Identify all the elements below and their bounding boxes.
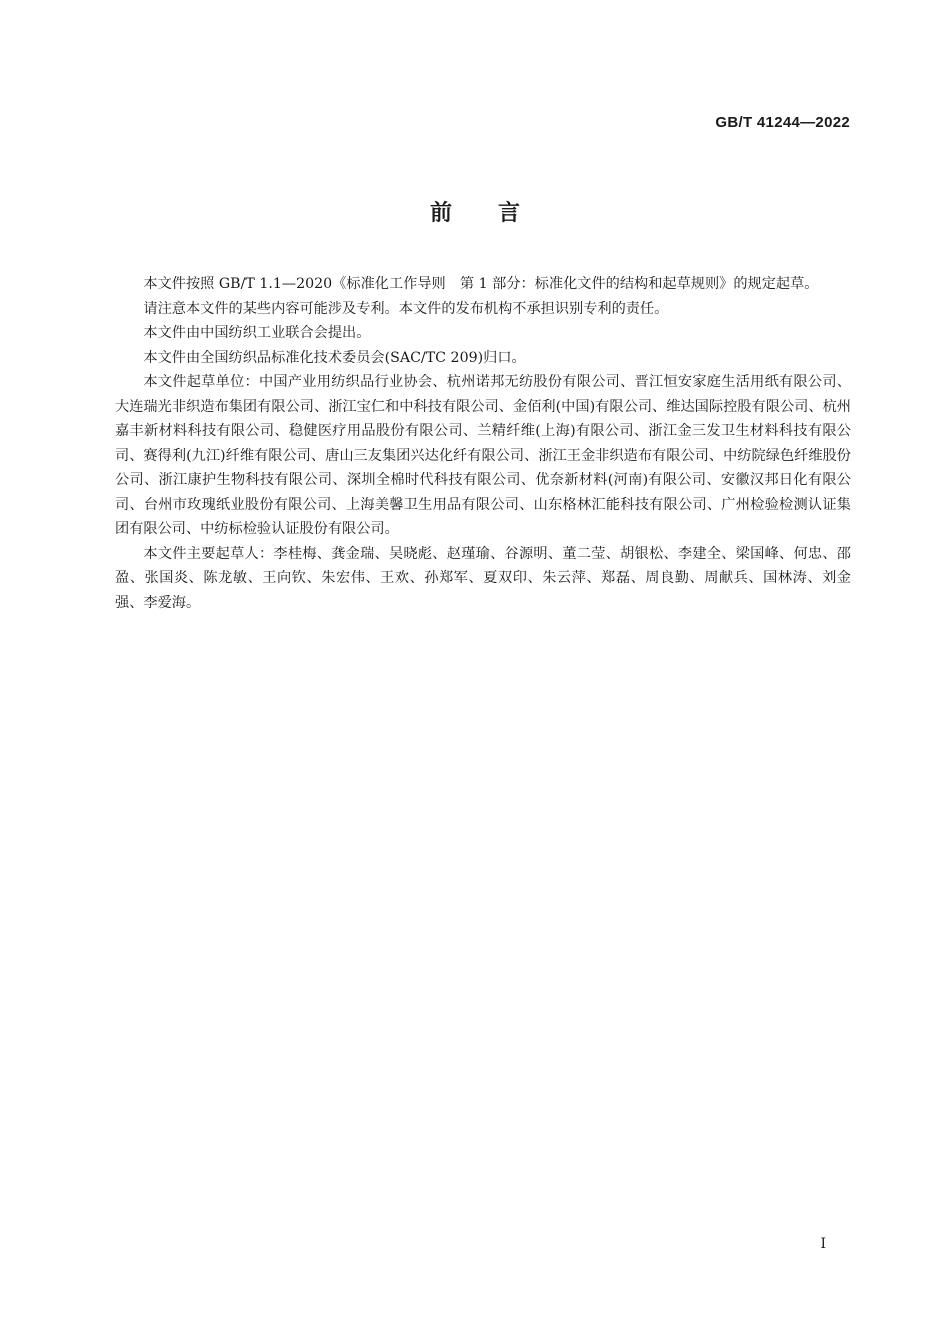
paragraph-main-drafters: 本文件主要起草人：李桂梅、龚金瑞、吴晓彪、赵瑾瑜、谷源明、董二莹、胡银松、李建全、梁国峰、何忠、邵盈、张国炎、陈龙敏、王向钦、朱宏伟、王欢、孙郑军、夏双印、朱云萍、郑磊、周良勤、周献兵、国林涛、刘金强、李爱海。: [115, 545, 851, 611]
paragraph-under-jurisdiction: 本文件由全国纺织品标准化技术委员会(SAC/TC 209)归口。: [143, 349, 526, 366]
paragraph-drafting-rules: 本文件按照 GB/T 1.1—2020《标准化工作导则 第 1 部分：标准化文件的结构和起草规则》的规定起草。: [143, 276, 819, 292]
page-title: 前言: [429, 201, 566, 226]
paragraph-patent-notice: 请注意本文件的某些内容可能涉及专利。本文件的发布机构不承担识别专利的责任。: [143, 300, 669, 317]
paragraph-drafting-organizations: 本文件起草单位：中国产业用纺织品行业协会、杭州诺邦无纺股份有限公司、晋江恒安家庭生活用纸有限公司、大连瑞光非织造布集团有限公司、浙江宝仁和中科技有限公司、金佰利(中国)有限公司、维达国际控股有限公司、杭州嘉丰新材料科技有限公司、稳健医疗用品股份有限公司、兰精纤维(上海)有限公司、浙江金三发卫生材料科技有限公司、赛得利(九江)纤维有限公司、唐山三友集团兴达化纤有限公司、浙江王金非织造布有限公司、中纺院绿色纤维股份公司、浙江康护生物科技有限公司、深圳全棉时代科技有限公司、优奈新材料(河南)有限公司、安徽汉邦日化有限公司、台州市玫瑰纸业股份有限公司、上海美馨卫生用品有限公司、山东格林汇能科技有限公司、广州检验检测认证集团有限公司、中纺标检验认证股份有限公司。: [115, 374, 851, 537]
page-number: I: [820, 1236, 826, 1252]
paragraph-proposed-by: 本文件由中国纺织工业联合会提出。: [143, 325, 371, 341]
standard-number: GB/T 41244—2022: [715, 114, 850, 131]
foreword-body: [115, 272, 851, 615]
